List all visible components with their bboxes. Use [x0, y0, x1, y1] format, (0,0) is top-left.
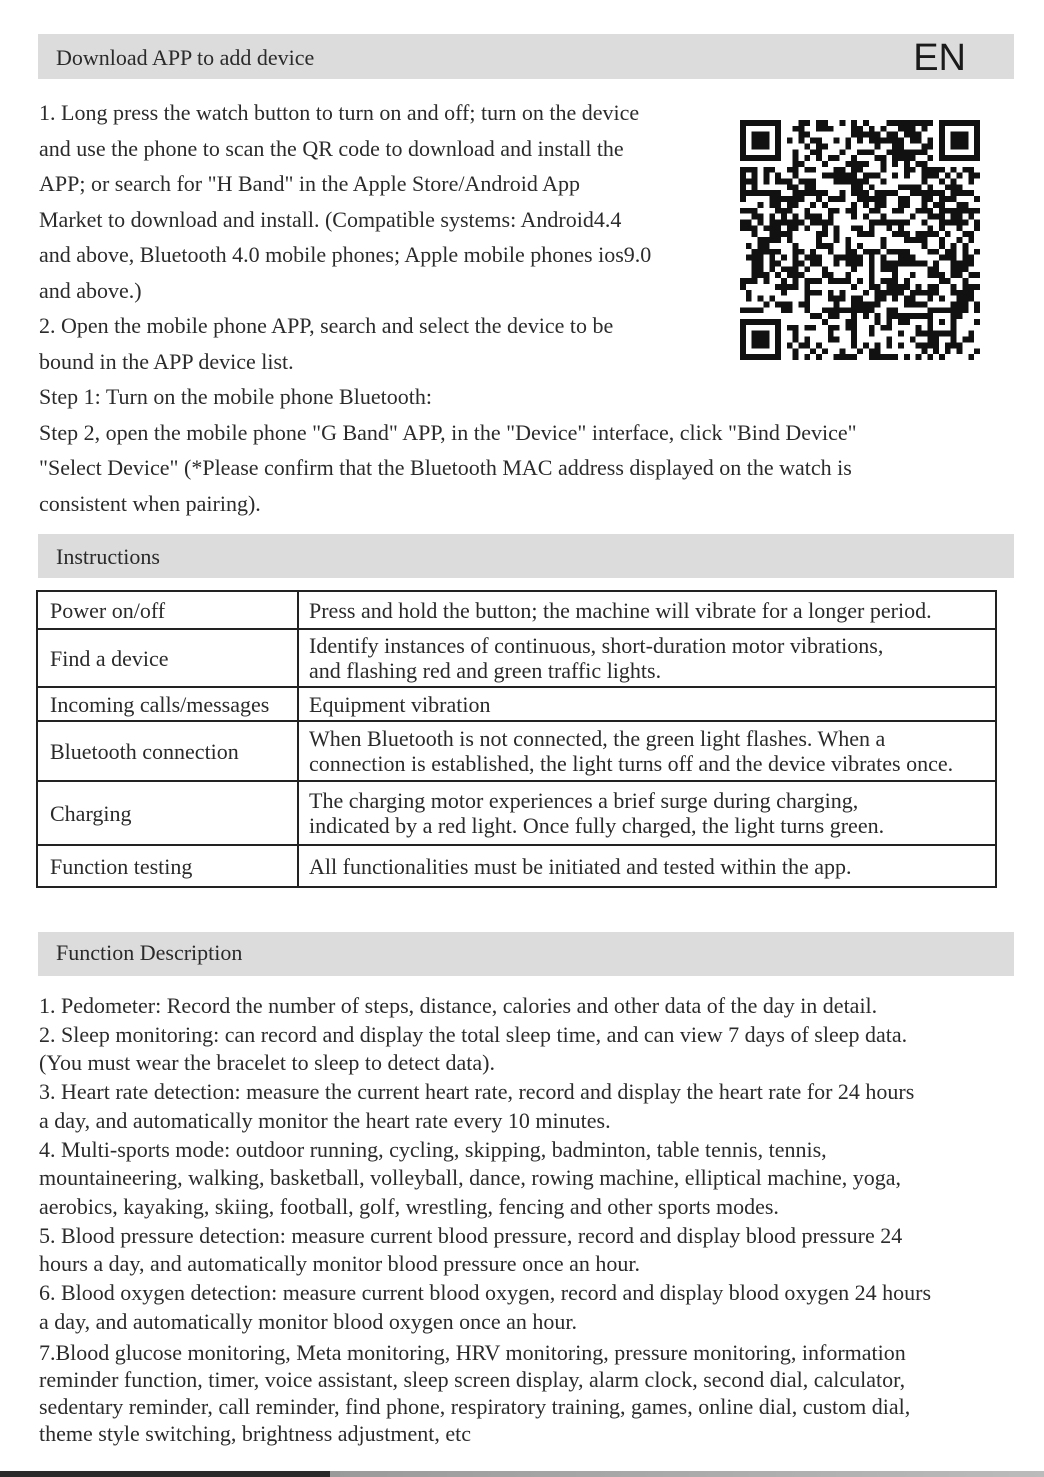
intro-line: "Select Device" (*Please confirm that the Bluetooth MAC address displayed on the watch is [39, 455, 852, 480]
function-desc [298, 687, 996, 721]
desc-line: The charging motor experiences a brief surge during charging, [309, 788, 859, 813]
desc-line: All functionalities must be initiated and tested within the app. [309, 853, 852, 879]
function-line: a day, and automatically monitor blood oxygen once an hour. [39, 1308, 578, 1334]
table-row [37, 845, 996, 887]
function-line: hours a day, and automatically monitor blood pressure once an hour. [39, 1251, 640, 1277]
desc-line: and flashing red and green traffic lights. [309, 658, 662, 683]
function-line: (You must wear the bracelet to sleep to detect data). [39, 1050, 495, 1076]
language-badge: EN [913, 37, 966, 79]
function-line: mountaineering, walking, basketball, volleyball, dance, rowing machine, elliptical machine, yoga, [39, 1165, 902, 1191]
desc-line: Press and hold the button; the machine will vibrate for a longer period. [309, 597, 932, 623]
function-description-text [39, 992, 931, 1448]
function-line: 6. Blood oxygen detection: measure current blood oxygen, record and display blood oxygen 24 hours [39, 1280, 932, 1306]
intro-line: 1. Long press the watch button to turn on and off; turn on the device [39, 100, 640, 125]
desc-line: Identify instances of continuous, short-duration motor vibrations, [309, 633, 884, 658]
intro-line: and above.) [39, 277, 142, 303]
function-name: Find a device [37, 629, 298, 687]
intro-line: consistent when pairing). [39, 490, 261, 516]
intro-line: Step 2, open the mobile phone "G Band" APP, in the "Device" interface, click "Bind Device" [39, 419, 857, 445]
intro-text [39, 95, 857, 521]
function-description-header [38, 932, 1014, 976]
function-line: aerobics, kayaking, skiing, football, golf, wrestling, fencing and other sports modes. [39, 1193, 779, 1219]
function-line: a day, and automatically monitor the heart rate every 10 minutes. [39, 1107, 611, 1133]
function-name: Power on/off [37, 591, 298, 629]
intro-line: 2. Open the mobile phone APP, search and select the device to be [39, 313, 614, 338]
intro-line: APP; or search for "H Band" in the Apple Store/Android App [39, 171, 581, 196]
function-line: 1. Pedometer: Record the number of steps, distance, calories and other data of the day in detail. [39, 993, 878, 1018]
function-line: 3. Heart rate detection: measure the current heart rate, record and display the heart rate for 24 hours [39, 1079, 915, 1105]
function-desc [298, 845, 996, 887]
function-name: Charging [37, 781, 298, 845]
function-name: Incoming calls/messages [37, 687, 298, 721]
intro-line: bound in the APP device list. [39, 348, 294, 374]
desc-line: indicated by a red light. Once fully charged, the light turns green. [309, 813, 885, 838]
download-app-header [38, 34, 1014, 79]
instructions-table [36, 590, 997, 888]
function-desc [298, 781, 996, 845]
function-line: 4. Multi-sports mode: outdoor running, cycling, skipping, badminton, table tennis, tennis, [39, 1136, 827, 1162]
function-line: reminder function, timer, voice assistant, sleep screen display, alarm clock, second dial, calculator, [39, 1367, 906, 1393]
function-desc [298, 629, 996, 687]
function-line: 2. Sleep monitoring: can record and display the total sleep time, and can view 7 days of sleep data. [39, 1021, 908, 1047]
table-row [37, 687, 996, 721]
intro-line: and use the phone to scan the QR code to download and install the [39, 135, 624, 161]
desc-line: Equipment vibration [309, 691, 491, 717]
function-name: Function testing [37, 845, 298, 887]
table-row [37, 781, 996, 845]
intro-line: Step 1: Turn on the mobile phone Bluetooth: [39, 384, 432, 409]
qr-code-icon[interactable] [740, 120, 980, 360]
function-line: 5. Blood pressure detection: measure current blood pressure, record and display blood pressure 24 [39, 1222, 903, 1248]
function-line: 7.Blood glucose monitoring, Meta monitoring, HRV monitoring, pressure monitoring, information [39, 1340, 906, 1366]
table-row [37, 591, 996, 629]
intro-line: and above, Bluetooth 4.0 mobile phones; Apple mobile phones ios9.0 [39, 242, 652, 267]
instructions-header [38, 534, 1014, 578]
bottom-rule [0, 1471, 1044, 1477]
intro-line: Market to download and install. (Compatible systems: Android4.4 [39, 206, 622, 232]
function-line: sedentary reminder, call reminder, find phone, respiratory training, games, online dial, custom dial, [39, 1394, 911, 1420]
function-description-title: Function Description [56, 940, 243, 965]
table-row [37, 629, 996, 687]
header-title: Download APP to add device [56, 45, 315, 70]
desc-line: When Bluetooth is not connected, the green light flashes. When a [309, 726, 886, 751]
function-name: Bluetooth connection [37, 721, 298, 781]
table-row [37, 721, 996, 781]
function-desc [298, 591, 996, 629]
function-desc [298, 721, 996, 781]
instructions-title: Instructions [56, 544, 160, 569]
desc-line: connection is established, the light turns off and the device vibrates once. [309, 751, 954, 776]
function-line: theme style switching, brightness adjustment, etc [39, 1420, 471, 1446]
